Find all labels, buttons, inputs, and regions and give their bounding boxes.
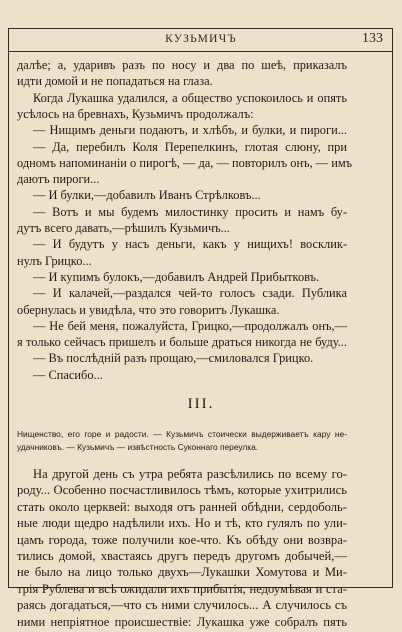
text-line: — Въ послѣдній разъ прощаю,—смиловался Грицко.: [33, 351, 314, 366]
text-line: стать около церквей: выходя отъ ранней обѣдни, сердоболь-: [17, 499, 347, 514]
text-line: — Не бей меня, пожалуйста, Грицко,—продолжалъ онъ,—: [33, 318, 347, 333]
chapter-summary-line: Нищенство, его горе и радости. — Кузьмичъ стоически выдерживаетъ кару не-: [17, 429, 347, 439]
text-line: тились домой, хвастаясь другъ передъ другомъ добычей,—: [17, 549, 347, 563]
text-line: цамъ города, тоже получили кое-что. Къ обѣду они возвра-: [17, 532, 347, 547]
page-number: 133: [362, 31, 383, 46]
text-line: идти домой и не попадаться на глаза.: [17, 74, 213, 89]
text-line: далѣе; а, ударивъ разъ по носу и два по шеѣ, приказалъ: [17, 58, 347, 72]
text-line: не было на лицо только двухъ—Лукашки Хомутова и Ми-: [17, 565, 347, 580]
text-line: — И купимъ булокъ,—добавилъ Андрей Прибытковъ.: [33, 269, 320, 284]
text-line: — Нищимъ деньги подаютъ, и хлѣбъ, и булки, и пироги...: [33, 123, 347, 138]
text-line: ные люди щедро надѣлили ихъ. Но и тѣ, кто гулялъ по ули-: [17, 516, 347, 531]
page-header: [0, 0, 402, 56]
section-heading: III.: [187, 396, 215, 412]
text-line: — Да, перебилъ Коля Перепелкинъ, глотая слюну, при: [33, 139, 347, 154]
text-line: даютъ пироги...: [17, 172, 100, 187]
text-line: трія Рублева и всѣ ожидали ихъ прибытія, недоумѣвая и ста-: [17, 581, 347, 596]
chapter-summary-line: удачниковъ. — Кузьмичъ — извѣстность Суконнаго переулка.: [17, 442, 259, 452]
text-line: роду... Особенно посчастливилось тѣмъ, которые ухитрились: [17, 483, 347, 498]
text-line: нулъ Грицко...: [17, 253, 92, 268]
text-line: раясь догадаться,—что съ ними случилось... А случилось съ: [17, 598, 347, 613]
text-line: дутъ всего давать,—рѣшилъ Кузьмичъ...: [17, 221, 230, 235]
text-line: ними непріятное происшествіе: Лукашка уже собралъ пять: [17, 614, 347, 629]
text-line: Когда Лукашка удалился, а общество успокоилось и опять: [33, 90, 347, 105]
text-line: — Вотъ и мы будемъ милостинку просить и намъ бу-: [33, 204, 347, 219]
text-line: обернулась и увидѣла, что это говоритъ Лукашка.: [17, 302, 280, 317]
header-rule: [8, 51, 393, 52]
running-title: КУЗЬМИЧЪ: [165, 33, 237, 45]
text-line: — И булки,—добавилъ Иванъ Стрѣлковъ...: [33, 188, 261, 203]
text-line: усѣлось на бревнахъ, Кузьмичъ продолжалъ:: [17, 106, 254, 121]
text-line: я только сейчасъ пришелъ и больше драться никогда не буду...: [17, 335, 347, 350]
text-line: одномъ напоминаніи о пирогѣ, — да, — повторилъ онъ, — имъ: [17, 155, 353, 170]
text-line: На другой день съ утра ребята разсѣлились по всему го-: [33, 467, 347, 481]
text-line: — Спасибо...: [33, 367, 103, 382]
text-line: — И будутъ у насъ деньги, какъ у нищихъ! восклик-: [33, 237, 347, 252]
text-line: — И калачей,—раздался чей-то голосъ сзади. Публика: [33, 286, 347, 301]
